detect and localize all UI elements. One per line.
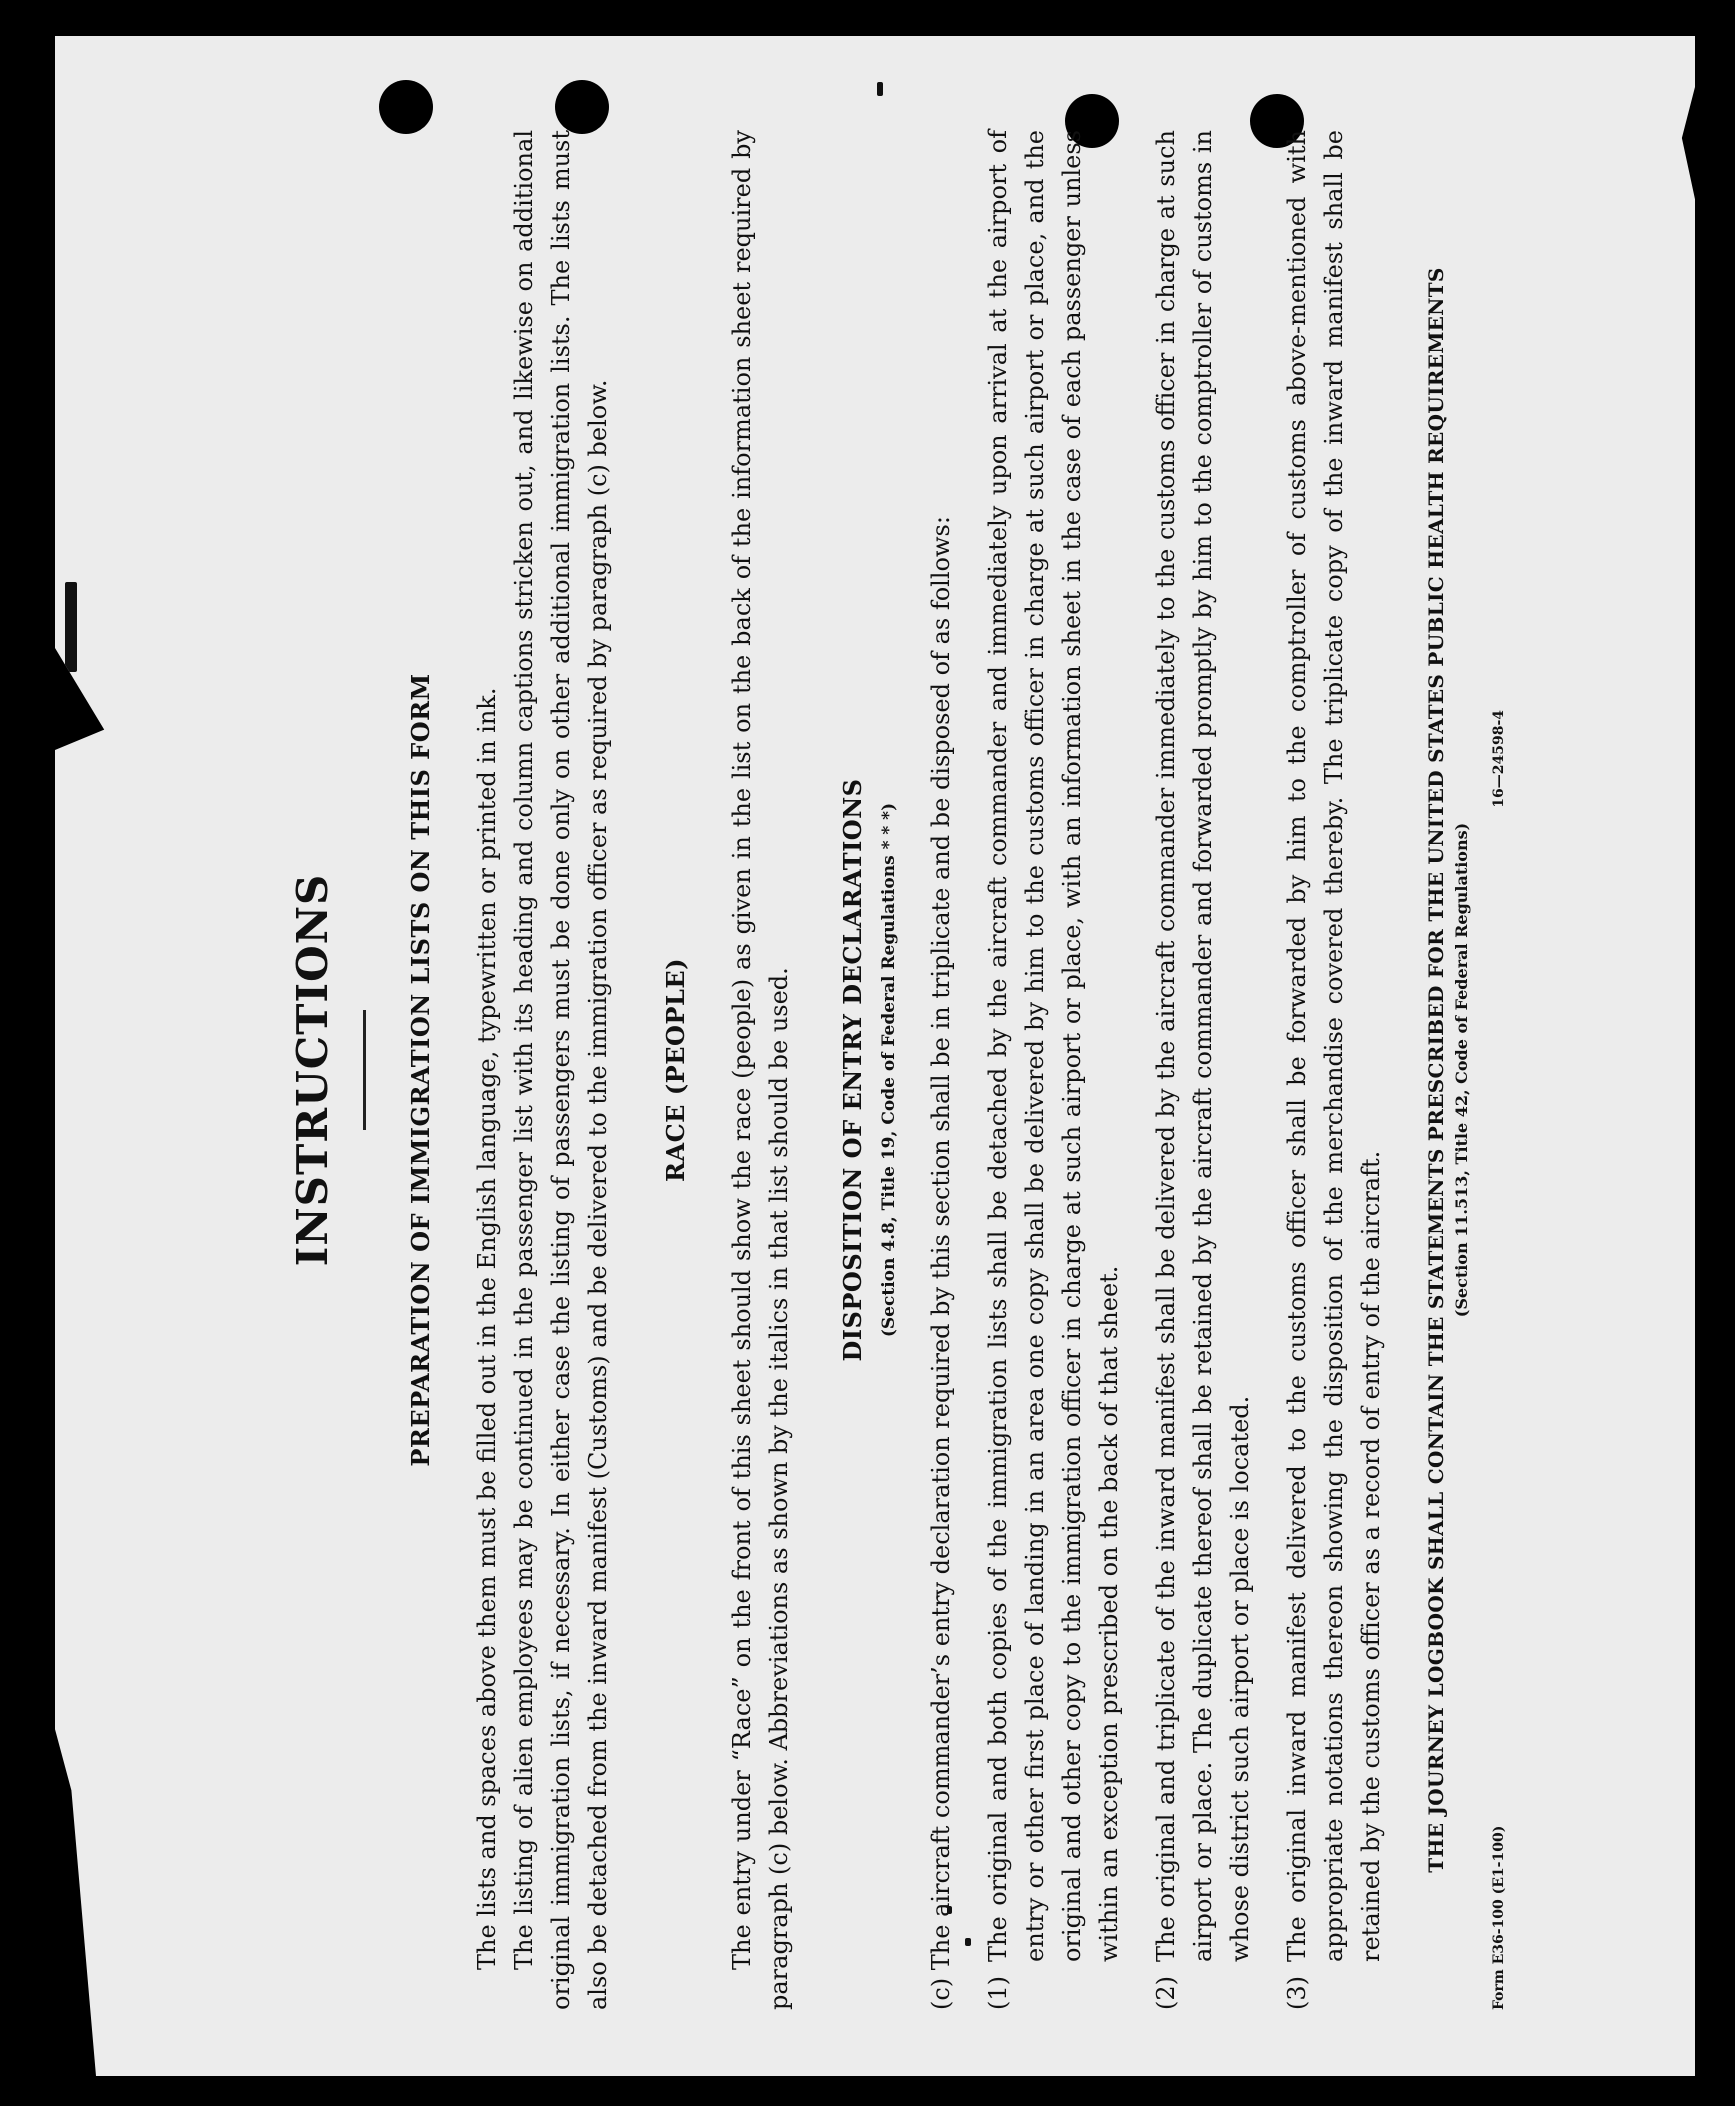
list-item-number: (3) [1283,1976,1311,2010]
paragraph-alien-employees: The listing of alien employees may be continued in the passenger list with its heading and column captions stricken out, and likewise on additional original immigration lists, if necessary. In either case the listing of passengers must be done only on other additional immigration lists. The lists must also be detached from the inward manifest (Customs) and be delivered to the immigration officer as required by paragraph (c) below. [510,130,612,2010]
section-heading-preparation: PREPARATION OF IMMIGRATION LISTS ON THIS FORM [406,673,435,1467]
form-footer [1491,130,1507,2010]
list-item-text: The original inward manifest delivered to the customs officer shall be forwarded by him to the comptroller of customs above-mentioned with appropriate notations thereon showing the disposition of the merchandise covered thereby. The triplicate copy of the inward manifest shall be retained by the customs officer as a record of entry of the aircraft. [1283,130,1385,1962]
punch-hole [379,80,433,134]
paragraph-lists: The lists and spaces above them must be filled out in the English language, typewritten or printed in ink. [473,687,501,1970]
list-item [1279,130,1390,2010]
list-item-text: The original and both copies of the immigration lists shall be detached by the aircraft commander and immediately upon arrival at the airport of entry or other first place of landing in an area one copy shall be delivered by him to the customs officer in charge at such airport or place, and the original and other copy to the immigration officer in charge at such airport or place, with an information sheet in the case of each passenger unless within an exception prescribed on the back of that sheet. [984,130,1123,1962]
ink-speck [65,582,77,672]
punch-hole [555,80,609,134]
paragraph-race: The entry under “Race” on the front of this sheet should show the race (people) as given in the list on the back of the information sheet required by paragraph (c) below. Abbreviations as shown by the italics in that list should be used. [728,130,793,2010]
form-number: Form E36-100 (E1-100) [1491,1825,1507,2010]
title-rule [363,1010,366,1130]
rotated-content [270,130,1507,2010]
list-item-text: The original and triplicate of the inward manifest shall be delivered by the aircraft commander immediately to the customs officer in charge at such airport or place. The duplicate thereof shall be retained by the aircraft commander and forwarded promptly by him to the comptroller of customs in whose district such airport or place is located. [1152,130,1254,1962]
page-title: INSTRUCTIONS [288,873,337,1267]
ink-speck [877,82,883,96]
list-item-number: (2) [1152,1976,1180,2010]
print-code: 16—24598-4 [1491,710,1507,808]
section-subheading-disposition: (Section 4.8, Title 19, Code of Federal Regulations * * *) [879,802,899,1338]
paragraph-entry-declaration: (c) The aircraft commander’s entry declaration required by this section shall be in triplicate and be disposed of as follows: [927,516,955,2010]
section-heading-disposition: DISPOSITION OF ENTRY DECLARATIONS [838,778,867,1362]
journey-logbook-notice: THE JOURNEY LOGBOOK SHALL CONTAIN THE STATEMENTS PRESCRIBED FOR THE UNITED STATES PUBLIC HEALTH REQUIREMENTS [1424,267,1448,1873]
list-item [1148,130,1259,2010]
section-heading-race: RACE (PEOPLE) [661,958,690,1182]
list-item [980,130,1128,2010]
journey-logbook-citation: (Section 11.513, Title 42, Code of Federal Regulations) [1452,822,1471,1318]
list-item-number: (1) [984,1976,1012,2010]
